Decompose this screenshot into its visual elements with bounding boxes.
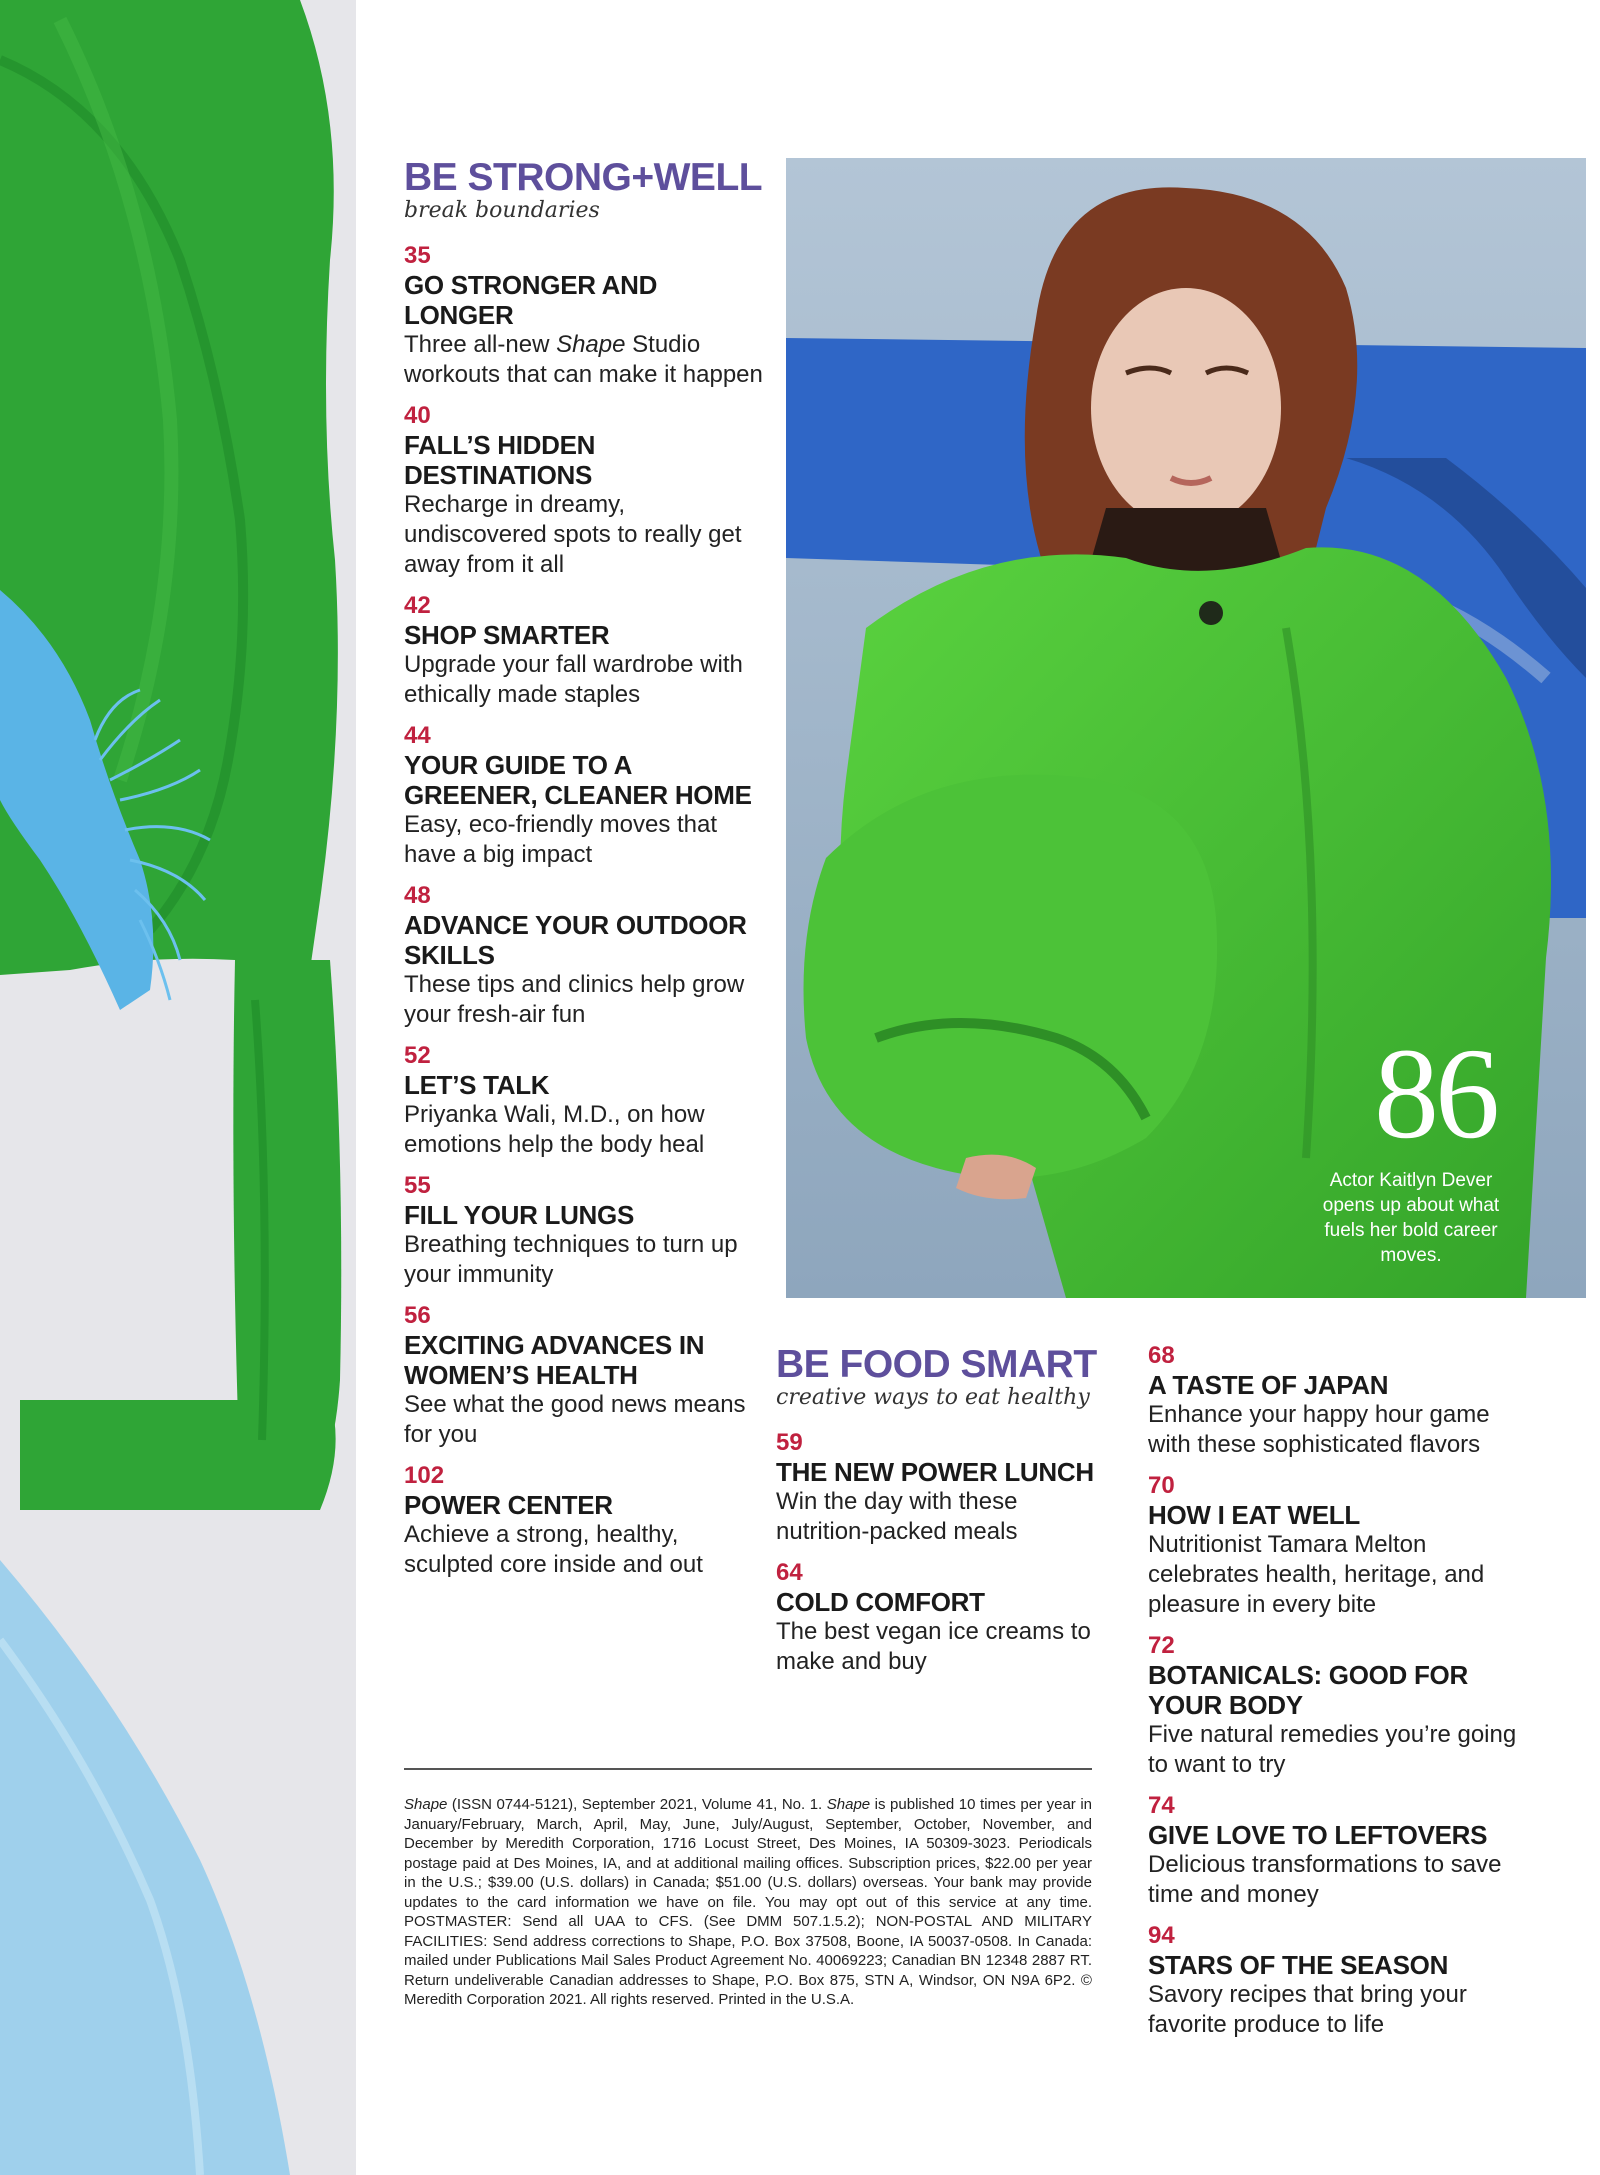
article-title: ADVANCE YOUR OUTDOOR SKILLS: [404, 910, 747, 970]
page-number: 42: [404, 592, 431, 619]
cover-story-photo[interactable]: [786, 158, 1586, 1298]
article-title: COLD COMFORT: [776, 1587, 985, 1617]
page-number: 59: [776, 1429, 803, 1456]
feature-caption: Actor Kaitlyn Dever opens up about what fuels her bold career moves.: [1322, 1170, 1500, 1266]
feature-page-number: 86: [1374, 1022, 1496, 1166]
section-subtitle: creative ways to eat healthy: [776, 1385, 1090, 1410]
page-number: 68: [1148, 1342, 1175, 1369]
page-number: 48: [404, 882, 431, 909]
article-description: Win the day with these nutrition-packed meals: [776, 1488, 1018, 1545]
toc-item[interactable]: [404, 1172, 764, 1290]
article-description: Nutritionist Tamara Melton celebrates health, heritage, and pleasure in every bite: [1148, 1531, 1485, 1618]
page-number: 70: [1148, 1472, 1175, 1499]
article-title: HOW I EAT WELL: [1148, 1500, 1360, 1530]
toc-item[interactable]: [1148, 1922, 1528, 2040]
article-description: Savory recipes that bring your favorite produce to life: [1148, 1981, 1467, 2038]
toc-item[interactable]: [404, 1462, 764, 1580]
page-number: 94: [1148, 1922, 1175, 1949]
article-description: See what the good news means for you: [404, 1391, 746, 1448]
section-title: BE STRONG+WELL: [404, 156, 763, 199]
toc-item[interactable]: [1148, 1472, 1528, 1620]
page-number: 35: [404, 242, 431, 269]
article-title: SHOP SMARTER: [404, 620, 610, 650]
article-description: Five natural remedies you’re going to want to try: [1148, 1721, 1517, 1778]
page-number: 52: [404, 1042, 431, 1069]
article-title: EXCITING ADVANCES IN WOMEN’S HEALTH: [404, 1330, 705, 1390]
toc-item[interactable]: [404, 1302, 764, 1450]
page-number: 74: [1148, 1792, 1175, 1819]
legal-notice: Shape (ISSN 0744-5121), September 2021, Volume 41, No. 1. Shape is published 10 times per year in January/February, March, April, May, June, July/August, September, October, November, and December by Meredith Corporation, 1716 Locust Street, Des Moines, IA 50309-3023. Periodicals postage paid at Des Moines, IA, and at additional mailing offices. Subscription prices, $22.00 per year in the U.S.; $39.00 (U.S. dollars) in Canada; $51.00 (U.S. dollars) overseas. Your bank may provide updates to the card information we have on file. You may opt out of this service at any time. POSTMASTER: Send all UAA to CFS. (See DMM 507.1.5.2); NON-POSTAL AND MILITARY FACILITIES: Send address corrections to Shape, P.O. Box 37508, Boone, IA 50037-0508. In Canada: mailed under Publications Mail Sales Product Agreement No. 40069223; Canadian BN 12348 2887 RT. Return undeliverable Canadian addresses to Shape, P.O. Box 875, STN A, Windsor, ON N9A 6P2. © Meredith Corporation 2021. All rights reserved. Printed in the U.S.A.: [404, 1796, 1093, 2008]
page-number: 44: [404, 722, 431, 749]
toc-item[interactable]: [404, 242, 764, 390]
article-description: Delicious transformations to save time and money: [1148, 1851, 1502, 1908]
article-description: Breathing techniques to turn up your immunity: [404, 1231, 738, 1288]
article-description: Enhance your happy hour game with these sophisticated flavors: [1148, 1401, 1490, 1458]
toc-item[interactable]: [404, 592, 764, 710]
article-title: GO STRONGER AND LONGER: [404, 270, 658, 330]
article-description: Achieve a strong, healthy, sculpted core inside and out: [404, 1521, 703, 1578]
section-food-smart: [776, 1345, 1116, 1689]
article-description: Three all-new Shape Studio workouts that can make it happen: [404, 331, 763, 388]
article-description: Easy, eco-friendly moves that have a big impact: [404, 811, 718, 868]
page-number: 72: [1148, 1632, 1175, 1659]
section-subtitle: break boundaries: [404, 198, 600, 223]
toc-item[interactable]: [776, 1559, 1116, 1677]
article-title: BOTANICALS: GOOD FOR YOUR BODY: [1148, 1660, 1468, 1720]
section-strong-well: [404, 158, 764, 1592]
article-description: Recharge in dreamy, undiscovered spots to really get away from it all: [404, 491, 742, 578]
article-description: The best vegan ice creams to make and buy: [776, 1618, 1091, 1675]
page-number: 56: [404, 1302, 431, 1329]
fabric-art-icon: [0, 0, 356, 2175]
page-number: 55: [404, 1172, 431, 1199]
toc-item[interactable]: [776, 1429, 1116, 1547]
article-description: These tips and clinics help grow your fresh-air fun: [404, 971, 745, 1028]
article-title: THE NEW POWER LUNCH: [776, 1457, 1094, 1487]
article-title: POWER CENTER: [404, 1490, 613, 1520]
article-title: STARS OF THE SEASON: [1148, 1950, 1449, 1980]
article-title: GIVE LOVE TO LEFTOVERS: [1148, 1820, 1488, 1850]
article-title: FILL YOUR LUNGS: [404, 1200, 634, 1230]
section-title: BE FOOD SMART: [776, 1343, 1097, 1386]
page-number: 102: [404, 1462, 445, 1489]
section-food-smart-continued: [1148, 1342, 1528, 2052]
toc-item[interactable]: [1148, 1792, 1528, 1910]
article-title: LET’S TALK: [404, 1070, 550, 1100]
article-title: YOUR GUIDE TO A GREENER, CLEANER HOME: [404, 750, 752, 810]
article-title: A TASTE OF JAPAN: [1148, 1370, 1389, 1400]
page-number: 40: [404, 402, 431, 429]
page-number: 64: [776, 1559, 803, 1586]
toc-item[interactable]: [404, 1042, 764, 1160]
toc-item[interactable]: [1148, 1632, 1528, 1780]
article-title: FALL’S HIDDEN DESTINATIONS: [404, 430, 596, 490]
toc-item[interactable]: [404, 402, 764, 580]
toc-item[interactable]: [1148, 1342, 1528, 1460]
article-description: Upgrade your fall wardrobe with ethically made staples: [404, 651, 743, 708]
divider: [404, 1768, 1092, 1770]
toc-item[interactable]: [404, 882, 764, 1030]
article-description: Priyanka Wali, M.D., on how emotions help the body heal: [404, 1101, 705, 1158]
fabric-art-graphic: [0, 0, 356, 2175]
toc-item[interactable]: [404, 722, 764, 870]
